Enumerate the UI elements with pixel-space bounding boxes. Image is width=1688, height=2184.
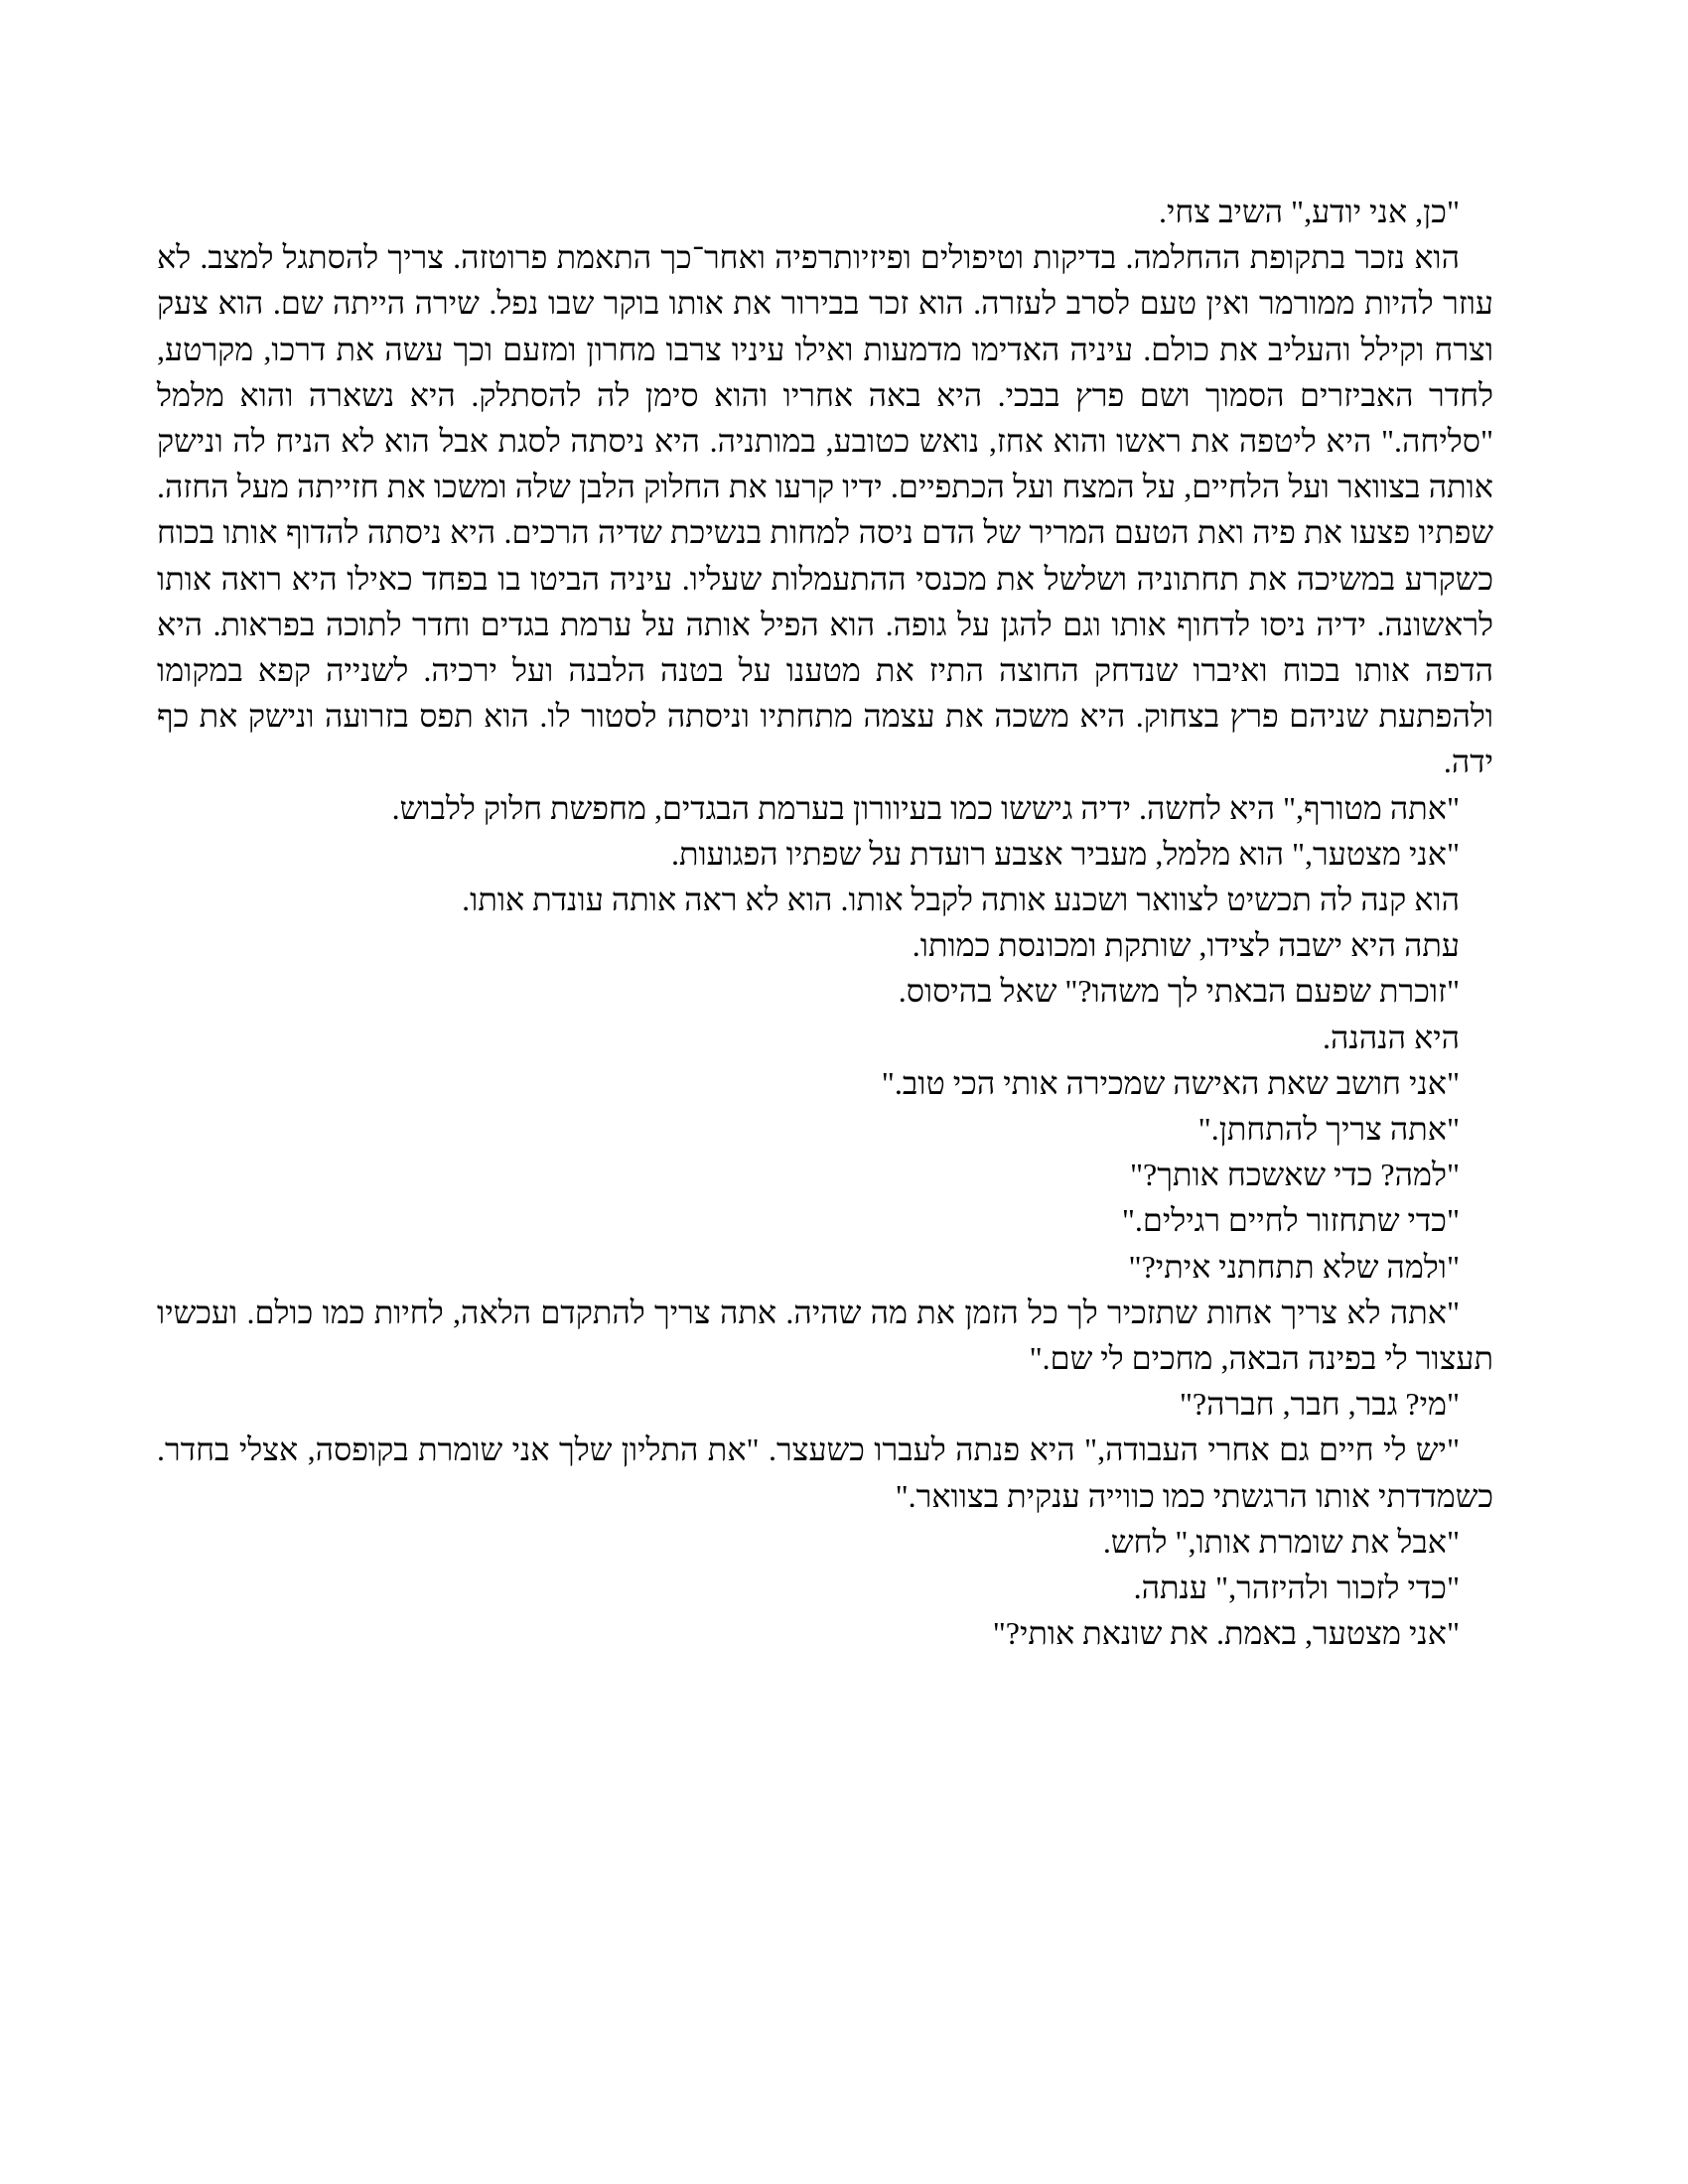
paragraph: "אבל את שומרת אותו," לחש. [1102, 1523, 1460, 1560]
paragraph: הוא קנה לה תכשיט לצוואר ושכנע אותה לקבל אותו. הוא לא ראה אותה עונדת אותו. [462, 882, 1460, 918]
paragraph: "אתה צריך להתחתן." [1197, 1111, 1460, 1148]
paragraph: "אתה לא צריך אחות שתזכיר לך כל הזמן את מה שהיה. אתה צריך להתקדם הלאה, לחיות כמו כולם. ועכשיו תעצור לי בפינה הבאה, מחכים לי שם." [157, 1294, 1493, 1377]
paragraph: "כדי לזכור ולהיזהר," ענתה. [1133, 1570, 1460, 1606]
paragraph: "ולמה שלא תתחתני איתי?" [1128, 1248, 1460, 1285]
paragraph: "אני חושב שאת האישה שמכירה אותי הכי טוב." [881, 1064, 1460, 1101]
paragraph: "למה? כדי שאשכח אותך?" [1129, 1157, 1460, 1193]
paragraph: "אני מצטער, באמת. את שונאת אותי?" [992, 1615, 1460, 1652]
paragraph: הוא נזכר בתקופת ההחלמה. בדיקות וטיפולים ופיזיותרפיה ואחר־כך התאמת פרוטזה. צריך להסתגל למצב. לא עוזר להיות ממורמר ואין טעם לסרב לעזרה. הוא זכר בבירור את אותו בוקר שבו נפל. שירה הייתה שם. הוא צעק וצרח וקילל והעליב את כולם. עיניה האדימו מדמעות ואילו עיניו צרבו מחרון ומזעם וכך עשה את דרכו, מקרטע, לחדר האביזרים הסמוך ושם פרץ בבכי. היא באה אחריו והוא סימן לה להסתלק. היא נשארה והוא מלמל "סליחה." היא ליטפה את ראשו והוא אחז, נואש כטובע, במותניה. היא ניסתה לסגת אבל הוא לא הניח לה ונישק אותה בצוואר ועל הלחיים, על המצח ועל הכתפיים. ידיו קרעו את החלוק הלבן שלה ומשכו את חזייתה מעל החזה. שפתיו פצעו את פיה ואת הטעם המריר של הדם ניסה למחות בנשיכת שדיה הרכים. היא ניסתה להדוף אותו בכוח כשקרע במשיכה את תחתוניה ושלשל את מכנסי ההתעמלות שעליו. עיניה הביטו בו בפחד כאילו היא רואה אותו לראשונה. ידיה ניסו לדחוף אותו וגם להגן על גופה. הוא הפיל אותה על ערמת בגדים וחדר לתוכה בפראות. היא הדפה אותו בכוח ואיברו שנדחק החוצה התיז את מטענו על בטנה הלבנה ועל ירכיה. לשנייה קפא במקומו ולהפתעת שניהם פרץ בצחוק. היא משכה את עצמה מתחתיו וניסתה לסטור לו. הוא תפס בזרועה ונישק את כף ידה. [157, 239, 1493, 780]
paragraph: "כן, אני יודע," השיב צחי. [1159, 194, 1460, 229]
paragraph: "כדי שתחזור לחיים רגילים." [1121, 1202, 1460, 1239]
paragraph: "זוכרת שפעם הבאתי לך משהו?" שאל בהיסוס. [898, 973, 1460, 1010]
document-page [157, 189, 1493, 1657]
paragraph: "יש לי חיים גם אחרי העבודה," היא פנתה לעברו כשעצר. "את התליון שלך אני שומרת בקופסה, אצלי בחדר. כשמדדתי אותו הרגשתי כמו כווייה ענקית בצוואר." [157, 1432, 1493, 1514]
paragraph: עתה היא ישבה לצידו, שותקת ומכונסת כמותו. [912, 927, 1460, 964]
paragraph: "מי? גבר, חבר, חברה?" [1179, 1386, 1460, 1423]
paragraph: "אני מצטער," הוא מלמל, מעביר אצבע רועדת על שפתיו הפגועות. [670, 835, 1460, 872]
paragraph: היא הנהנה. [1322, 1019, 1460, 1055]
paragraph: "אתה מטורף," היא לחשה. ידיה גיששו כמו בעיוורון בערמת הבגדים, מחפשת חלוק ללבוש. [391, 789, 1460, 826]
